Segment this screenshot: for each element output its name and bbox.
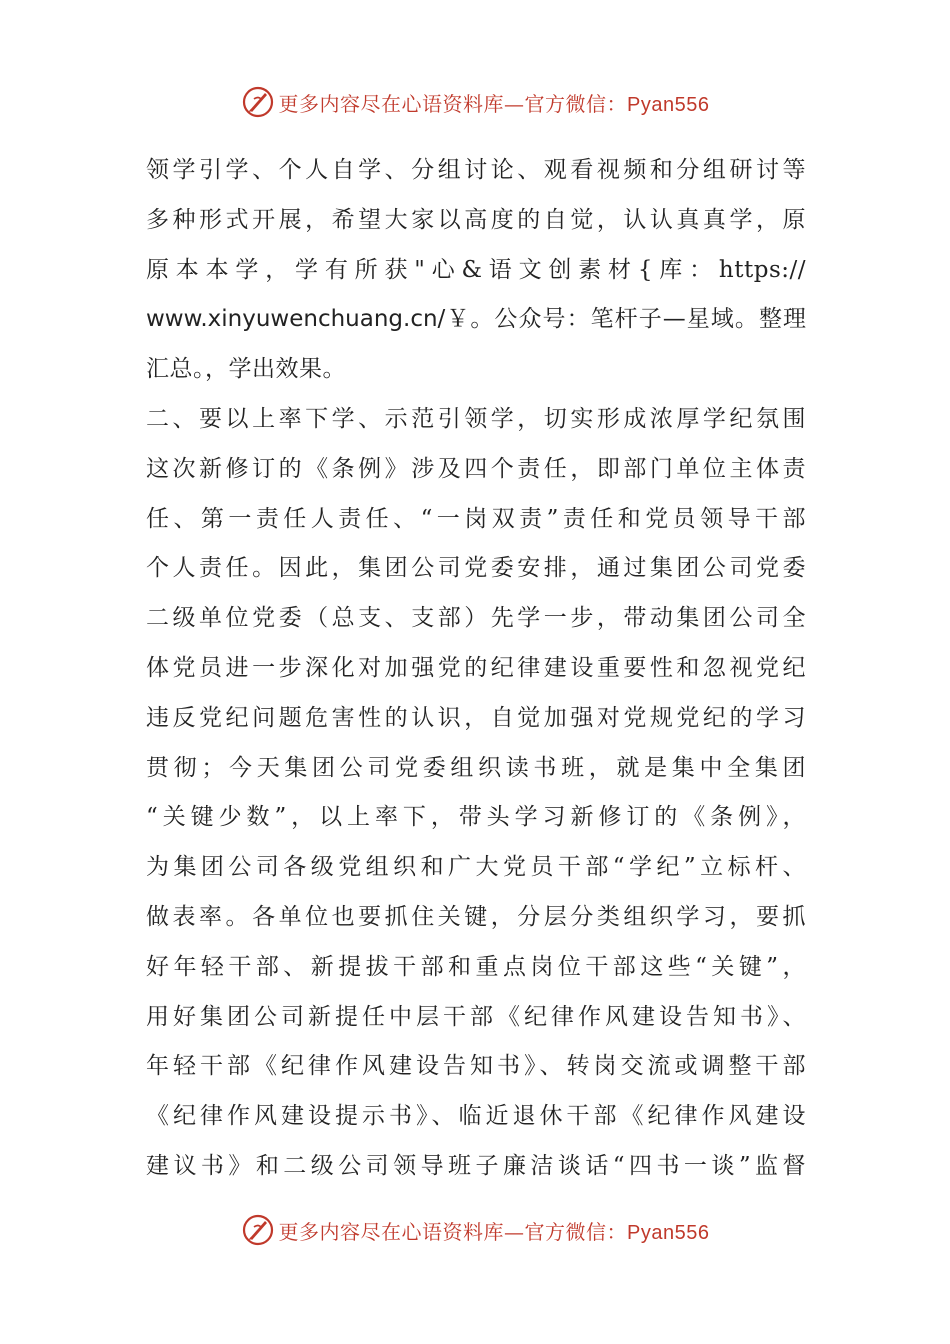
header-banner-wechat: Pyan556 [627,93,710,116]
quill-logo-icon [241,1213,275,1247]
body-line: 领学引学、个人自学、分组讨论、观看视频和分组研讨等 [146,157,806,183]
body-line: 汇总。，学出效果。 [146,356,346,383]
footer-banner [0,1208,950,1252]
body-line: 贯彻；今天集团公司党委组织读书班，就是集中全集团 [146,754,806,781]
body-line: 个人责任。因此，集团公司党委安排，通过集团公司党委 [146,555,806,582]
body-line: 用好集团公司新提任中层干部《纪律作风建设告知书》、 [146,1003,806,1030]
body-line: 这次新修订的《条例》涉及四个责任，即部门单位主体责 [146,455,806,482]
body-line: 多种形式开展，希望大家以高度的自觉，认认真真学，原 [146,206,806,233]
quill-logo-icon [241,85,275,119]
body-line: www.xinyuwenchuang.cn/￥。公众号：笔杆子—星域。整理 [146,306,806,333]
body-line: 年轻干部《纪律作风建设告知书》、转岗交流或调整干部 [146,1053,806,1080]
document-body [146,146,806,1192]
header-banner-text: 更多内容尽在心语资料库—官方微信： [278,91,628,116]
section-heading: 二、要以上率下学、示范引领学，切实形成浓厚学纪氛围 [146,405,806,432]
body-line: 二级单位党委（总支、支部）先学一步，带动集团公司全 [146,605,806,632]
body-line: 做表率。各单位也要抓住关键，分层分类组织学习，要抓 [146,903,806,930]
body-line: 原本本学，学有所获"心&语文创素材{库：https:// [146,256,806,283]
body-line: 建议书》和二级公司领导班子廉洁谈话“四书一谈”监督 [146,1152,806,1179]
body-line: 为集团公司各级党组织和广大党员干部“学纪”立标杆、 [146,854,806,881]
footer-banner-wechat: Pyan556 [627,1221,710,1244]
header-banner [0,80,950,124]
body-line: 任、第一责任人责任、“一岗双责”责任和党员领导干部 [146,505,806,532]
body-line: 体党员进一步深化对加强党的纪律建设重要性和忽视党纪 [146,654,806,681]
body-line: 《纪律作风建设提示书》、临近退休干部《纪律作风建设 [146,1103,806,1130]
body-line: 好年轻干部、新提拔干部和重点岗位干部这些“关键”， [146,953,806,980]
footer-banner-text: 更多内容尽在心语资料库—官方微信： [278,1219,628,1244]
body-line: “关键少数”，以上率下，带头学习新修订的《条例》， [146,804,806,831]
body-line: 违反党纪问题危害性的认识，自觉加强对党规党纪的学习 [146,704,806,731]
